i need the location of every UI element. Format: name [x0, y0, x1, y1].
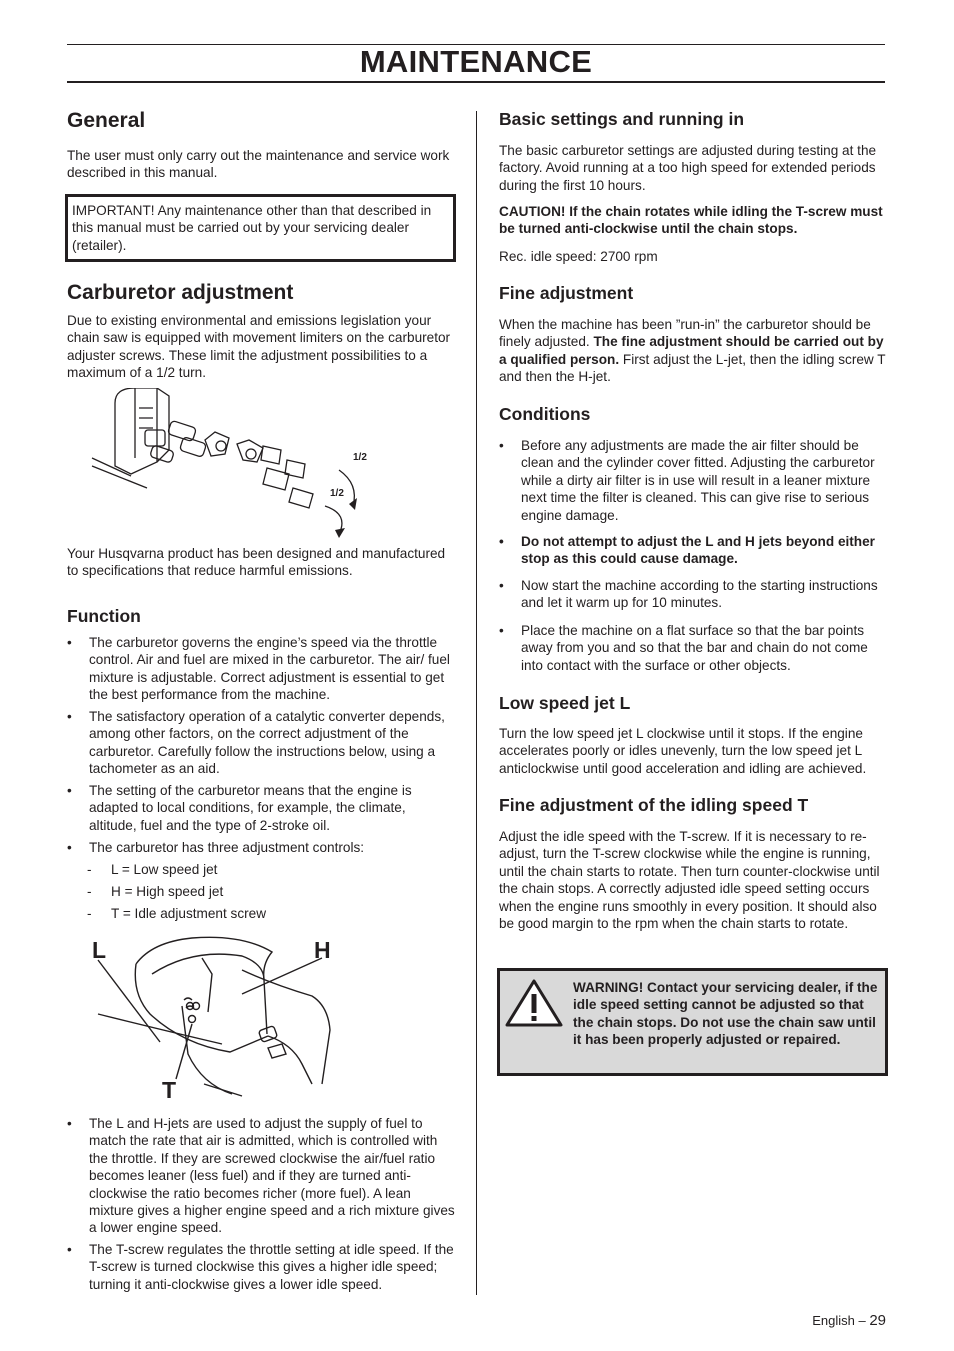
carburetor-intro: Due to existing environmental and emissions legislation your chain saw is equipped with movement limiters on the carburetor adjuster screws. These limit the adjustment possibilities to a maximum of a 1/2 turn. [67, 313, 451, 381]
page-number: 29 [869, 1312, 886, 1329]
label-h: H [314, 937, 331, 963]
important-box: IMPORTANT! Any maintenance other than that described in this manual must be carried out by your servicing dealer (retailer). [65, 194, 456, 262]
list-item: • Do not attempt to adjust the L and H jets beyond either stop as this could cause damage. [499, 534, 875, 567]
label-t: T [162, 1077, 177, 1103]
warning-text: WARNING! Contact your servicing dealer, if the idle speed setting cannot be adjusted so that the chain stops. Do not use the chain saw until it has been properly adjusted or repaired. [573, 980, 878, 1048]
list-item: • Place the machine on a flat surface so that the bar points away from you and so that the bar and chain do not come into contact with the surface or other objects. [499, 623, 868, 673]
column-divider [476, 111, 477, 1295]
low-speed-jet-heading: Low speed jet L [499, 693, 631, 713]
list-item: • The carburetor governs the engine’s speed via the throttle control. Air and fuel are mixed in the carburetor. The air/ fuel mixture is adjustable. Correct adjustment is essential to get the best performance from the machine. [67, 635, 450, 703]
list-item: • Now start the machine according to the starting instructions and let it warm up for 10 minutes. [499, 578, 878, 611]
idling-speed-text: Adjust the idle speed with the T-screw. If it is necessary to re-adjust, turn the T-screw clockwise while the engine is running, until the chain starts to rotate. Then turn counter-clockwise until the chain stops. A correctly adjusted idle speed setting occurs when the engine runs smoothly in every position. It should also be good margin to the rpm when the chain starts to rotate. [499, 829, 880, 932]
basic-settings-heading: Basic settings and running in [499, 109, 745, 129]
label-l: L [92, 937, 107, 963]
caution-text: CAUTION! If the chain rotates while idling the T-screw must be turned anti-clockwise until the chain stops. [499, 204, 883, 237]
footer-language: English [812, 1313, 855, 1328]
limiter-label-upper: 1/2 [353, 452, 367, 463]
low-speed-jet-text: Turn the low speed jet L clockwise until it stops. If the engine accelerates poorly or idles unevenly, turn the low speed jet L anticlockwise until good acceleration and idling are achieved. [499, 726, 867, 776]
limiter-label-lower: 1/2 [330, 488, 344, 499]
list-item: - T = Idle adjustment screw [87, 906, 267, 921]
list-item: • The T-screw regulates the throttle setting at idle speed. If the T-screw is turned clockwise this gives a higher idle speed; turning it anti-clockwise gives a lower idle speed. [67, 1242, 454, 1292]
basic-settings-text: The basic carburetor settings are adjusted during testing at the factory. Avoid running at a too high speed for extended periods during the first 10 hours. [499, 143, 877, 193]
page-title: MAINTENANCE [359, 44, 593, 79]
list-item: - L = Low speed jet [87, 862, 218, 877]
general-text: The user must only carry out the maintenance and service work described in this manual. [67, 148, 450, 181]
general-heading: General [67, 109, 146, 132]
list-item: • The carburetor has three adjustment controls: [67, 840, 365, 855]
page-footer [812, 1312, 886, 1329]
carburetor-heading: Carburetor adjustment [67, 281, 294, 304]
conditions-heading: Conditions [499, 404, 591, 424]
idling-speed-heading: Fine adjustment of the idling speed T [499, 795, 809, 815]
fine-adjustment-text: When the machine has been ”run-in” the carburetor should be finely adjusted. The fine adjustment should be carried out by a qualified person. First adjust the L-jet, then the idling screw T and then the H-jet. [499, 317, 886, 385]
fine-adjustment-heading: Fine adjustment [499, 283, 634, 303]
footer-separator: – [858, 1313, 866, 1328]
header-bottom-rule [67, 81, 885, 83]
function-heading: Function [67, 606, 141, 626]
limiter-figure [87, 388, 377, 538]
warning-box [497, 968, 888, 1076]
emissions-text: Your Husqvarna product has been designed and manufactured to specifications that reduce harmful emissions. [67, 546, 446, 579]
list-item: • The satisfactory operation of a catalytic converter depends, among other factors, on the correct adjustment of the carburetor. Carefully follow the instructions below, using a tachometer as an aid. [67, 709, 445, 777]
list-item: - H = High speed jet [87, 884, 224, 899]
warning-triangle-icon [505, 979, 563, 1027]
list-item: • Before any adjustments are made the air filter should be clean and the cylinder cover fitted. Adjusting the carburetor while a dirty air filter is in use will result in a leaner mixture next time the filter is cleaned. This can give rise to serious engine damage. [499, 438, 875, 523]
list-item: • The setting of the carburetor means that the engine is adapted to local conditions, for example, the climate, altitude, fuel and the type of 2-stroke oil. [67, 783, 412, 833]
list-item: • The L and H-jets are used to adjust the supply of fuel to match the rate that air is admitted, which is controlled with the throttle. If they are screwed clockwise the air/fuel ratio becomes leaner (less fuel) and if they are turned anti-clockwise the ratio becomes richer (more fuel). A lean mixture gives a higher engine speed and a rich mixture gives a lower engine speed. [67, 1116, 455, 1236]
adjustment-screws-figure [92, 934, 342, 1104]
idle-speed-text: Rec. idle speed: 2700 rpm [499, 249, 658, 264]
